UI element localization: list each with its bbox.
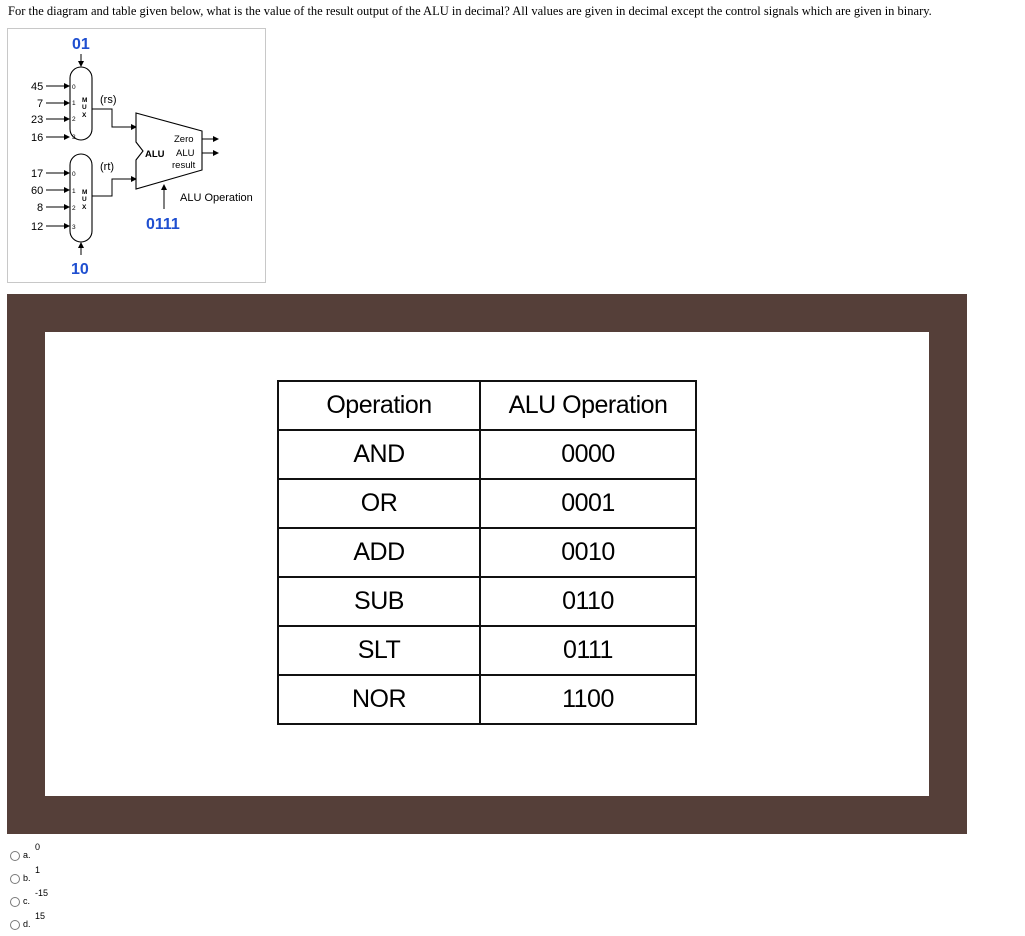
cell-operation: NOR (278, 675, 480, 724)
mux-top-letter-m: M (82, 97, 88, 104)
option-value: 15 (35, 911, 46, 921)
mux-top-letter-u: U (82, 104, 87, 111)
mux-top-output-label: (rs) (100, 94, 117, 106)
option-letter: b. (23, 873, 31, 883)
mux-top-input-1: 7 (37, 98, 44, 110)
mux-top-input-2: 23 (31, 114, 44, 126)
cell-code: 1100 (480, 675, 696, 724)
table-row (278, 430, 696, 479)
mux-bottom-output-label: (rt) (100, 161, 115, 173)
mux-bottom-control: 10 (71, 261, 89, 278)
cell-operation: AND (278, 430, 480, 479)
radio-button-a[interactable] (10, 851, 20, 861)
mux-top-control: 01 (72, 36, 90, 53)
mux-top-input-0: 45 (31, 81, 44, 93)
cell-operation: SUB (278, 577, 480, 626)
mux-bottom-letter-m: M (82, 189, 88, 196)
table-frame (7, 294, 967, 834)
option-letter: a. (23, 850, 31, 860)
mux-top-port-2: 2 (72, 116, 76, 123)
table-background (45, 332, 929, 796)
cell-code: 0111 (480, 626, 696, 675)
mux-top-input-3: 16 (31, 132, 44, 144)
alu-diagram (7, 28, 266, 283)
mux-top-port-0: 0 (72, 84, 76, 91)
cell-operation: SLT (278, 626, 480, 675)
alu-result-label-2: result (172, 160, 196, 171)
cell-operation: ADD (278, 528, 480, 577)
mux-bottom-port-1: 1 (72, 188, 76, 195)
mux-top-letter-x: X (82, 112, 87, 119)
radio-button-b[interactable] (10, 874, 20, 884)
cell-code: 0001 (480, 479, 696, 528)
alu-name: ALU (145, 149, 165, 160)
cell-code: 0010 (480, 528, 696, 577)
table-header-row (278, 381, 696, 430)
alu-operation-table (277, 380, 697, 725)
table-row (278, 675, 696, 724)
table-row (278, 577, 696, 626)
mux-bottom-port-2: 2 (72, 205, 76, 212)
mux-bottom-input-0: 17 (31, 168, 44, 180)
table-row (278, 479, 696, 528)
option-value: -15 (35, 888, 49, 898)
mux-bottom-port-3: 3 (72, 224, 76, 231)
question-text: For the diagram and table given below, what is the value of the result output of the ALU in decimal? All values are given in decimal except the control signals which are given in binary. (8, 4, 932, 18)
alu-zero-label: Zero (174, 134, 194, 145)
mux-bottom-letter-u: U (82, 196, 87, 203)
table-row (278, 528, 696, 577)
cell-code: 0110 (480, 577, 696, 626)
header-operation: Operation (278, 381, 480, 430)
cell-code: 0000 (480, 430, 696, 479)
alu-diagram-svg (8, 29, 265, 282)
header-alu-operation: ALU Operation (480, 381, 696, 430)
mux-top-port-1: 1 (72, 100, 76, 107)
mux-bottom-port-0: 0 (72, 171, 76, 178)
cell-operation: OR (278, 479, 480, 528)
option-value: 1 (35, 865, 41, 875)
alu-operation-value: 0111 (146, 216, 180, 233)
option-value: 0 (35, 842, 41, 852)
option-letter: d. (23, 919, 31, 929)
mux-top-port-3: 3 (72, 134, 76, 141)
mux-bottom-letter-x: X (82, 204, 87, 211)
radio-button-d[interactable] (10, 920, 20, 930)
mux-bottom-input-2: 8 (37, 202, 44, 214)
option-letter: c. (23, 896, 31, 906)
radio-button-c[interactable] (10, 897, 20, 907)
alu-operation-label: ALU Operation (180, 192, 253, 204)
mux-bottom-input-1: 60 (31, 185, 44, 197)
mux-bottom-input-3: 12 (31, 221, 44, 233)
table-row (278, 626, 696, 675)
alu-result-label-1: ALU (176, 148, 195, 159)
